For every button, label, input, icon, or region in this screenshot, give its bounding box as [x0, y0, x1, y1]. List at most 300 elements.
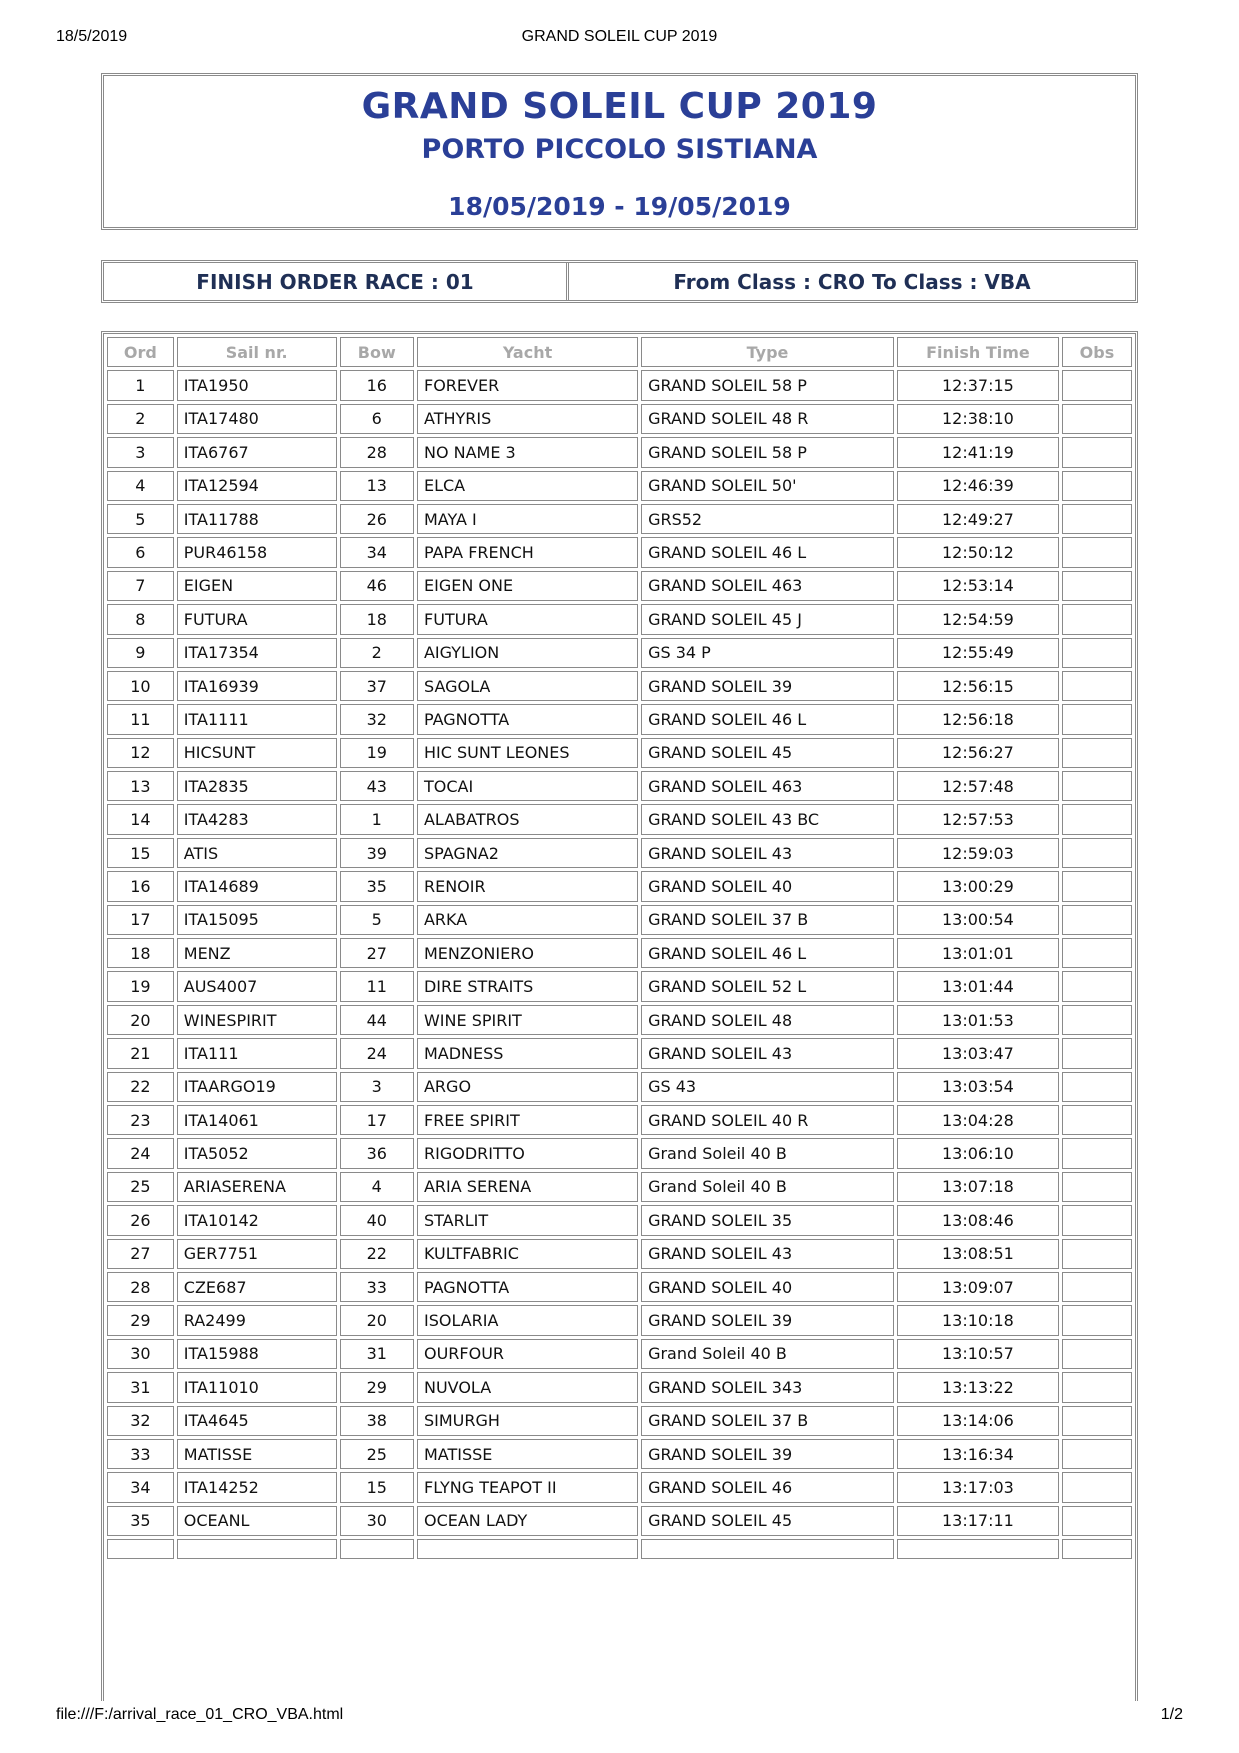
cell-type: GRAND SOLEIL 50': [641, 471, 894, 501]
cell-type: GRAND SOLEIL 40: [641, 871, 894, 901]
cell-bow: 33: [340, 1272, 414, 1302]
cell-type: GRAND SOLEIL 46 L: [641, 704, 894, 734]
cell-ord: 8: [107, 604, 174, 634]
cell-sail-nr: ARIASERENA: [177, 1172, 337, 1202]
cell-ord: 17: [107, 905, 174, 935]
cell-obs: [1062, 370, 1132, 400]
cell-finish-time: 13:13:22: [897, 1372, 1059, 1402]
table-row: [107, 1172, 1132, 1202]
table-row: [107, 571, 1132, 601]
cell-yacht: FOREVER: [417, 370, 638, 400]
cell-ord: 3: [107, 437, 174, 467]
cell-yacht: PAPA FRENCH: [417, 537, 638, 567]
cell-empty: [177, 1539, 337, 1559]
cell-yacht: FLYNG TEAPOT II: [417, 1472, 638, 1502]
table-row: [107, 971, 1132, 1001]
column-header-type: Type: [641, 337, 894, 367]
cell-type: GRAND SOLEIL 45: [641, 1506, 894, 1536]
table-row: [107, 1439, 1132, 1469]
cell-obs: [1062, 1138, 1132, 1168]
cell-empty: [897, 1539, 1059, 1559]
cell-finish-time: 13:09:07: [897, 1272, 1059, 1302]
cell-obs: [1062, 938, 1132, 968]
cell-bow: 20: [340, 1305, 414, 1335]
cell-obs: [1062, 537, 1132, 567]
cell-finish-time: 12:46:39: [897, 471, 1059, 501]
cell-obs: [1062, 604, 1132, 634]
cell-ord: 6: [107, 537, 174, 567]
table-row: [107, 905, 1132, 935]
event-title-box: [101, 73, 1138, 230]
table-row: [107, 604, 1132, 634]
cell-finish-time: 13:07:18: [897, 1172, 1059, 1202]
cell-finish-time: 12:56:18: [897, 704, 1059, 734]
cell-bow: 22: [340, 1239, 414, 1269]
results-table-frame: [101, 331, 1138, 1701]
cell-yacht: SPAGNA2: [417, 838, 638, 868]
table-row-cutoff: [107, 1539, 1132, 1559]
cell-ord: 21: [107, 1038, 174, 1068]
page-number: 1/2: [1160, 1706, 1183, 1723]
cell-ord: 16: [107, 871, 174, 901]
cell-empty: [417, 1539, 638, 1559]
cell-yacht: PAGNOTTA: [417, 704, 638, 734]
cell-yacht: ALABATROS: [417, 804, 638, 834]
cell-obs: [1062, 1406, 1132, 1436]
cell-yacht: MAYA I: [417, 504, 638, 534]
print-footer-path: file:///F:/arrival_race_01_CRO_VBA.html: [56, 1706, 344, 1723]
cell-ord: 1: [107, 370, 174, 400]
cell-finish-time: 13:08:46: [897, 1205, 1059, 1235]
column-header-ord: Ord: [107, 337, 174, 367]
cell-ord: 2: [107, 404, 174, 434]
table-row: [107, 804, 1132, 834]
cell-bow: 44: [340, 1005, 414, 1035]
cell-ord: 18: [107, 938, 174, 968]
cell-obs: [1062, 838, 1132, 868]
cell-obs: [1062, 1072, 1132, 1102]
column-header-yacht: Yacht: [417, 337, 638, 367]
cell-yacht: RIGODRITTO: [417, 1138, 638, 1168]
cell-ord: 29: [107, 1305, 174, 1335]
cell-sail-nr: ITA11788: [177, 504, 337, 534]
cell-ord: 33: [107, 1439, 174, 1469]
race-label: FINISH ORDER RACE : 01: [104, 263, 569, 300]
cell-obs: [1062, 471, 1132, 501]
table-row: [107, 1305, 1132, 1335]
cell-ord: 31: [107, 1372, 174, 1402]
cell-yacht: NO NAME 3: [417, 437, 638, 467]
event-dates: 18/05/2019 - 19/05/2019: [448, 192, 791, 221]
cell-yacht: TOCAI: [417, 771, 638, 801]
cell-obs: [1062, 1005, 1132, 1035]
cell-finish-time: 12:50:12: [897, 537, 1059, 567]
cell-sail-nr: ITA14061: [177, 1105, 337, 1135]
cell-sail-nr: ITA6767: [177, 437, 337, 467]
cell-type: GRAND SOLEIL 43: [641, 838, 894, 868]
cell-bow: 19: [340, 738, 414, 768]
cell-ord: 32: [107, 1406, 174, 1436]
cell-ord: 5: [107, 504, 174, 534]
cell-ord: 22: [107, 1072, 174, 1102]
cell-type: Grand Soleil 40 B: [641, 1172, 894, 1202]
table-row: [107, 1506, 1132, 1536]
cell-ord: 10: [107, 671, 174, 701]
cell-bow: 38: [340, 1406, 414, 1436]
cell-obs: [1062, 1472, 1132, 1502]
cell-sail-nr: ITA11010: [177, 1372, 337, 1402]
cell-type: GRAND SOLEIL 39: [641, 1439, 894, 1469]
cell-yacht: ARIA SERENA: [417, 1172, 638, 1202]
cell-empty: [107, 1539, 174, 1559]
cell-finish-time: 13:17:03: [897, 1472, 1059, 1502]
table-row: [107, 1372, 1132, 1402]
cell-obs: [1062, 1239, 1132, 1269]
table-row: [107, 370, 1132, 400]
cell-finish-time: 13:01:01: [897, 938, 1059, 968]
cell-type: GRAND SOLEIL 463: [641, 771, 894, 801]
cell-ord: 28: [107, 1272, 174, 1302]
cell-type: GS 43: [641, 1072, 894, 1102]
cell-empty: [340, 1539, 414, 1559]
cell-obs: [1062, 404, 1132, 434]
cell-obs: [1062, 971, 1132, 1001]
table-row: [107, 504, 1132, 534]
cell-ord: 26: [107, 1205, 174, 1235]
cell-bow: 35: [340, 871, 414, 901]
cell-obs: [1062, 1105, 1132, 1135]
cell-finish-time: 12:57:53: [897, 804, 1059, 834]
event-venue: PORTO PICCOLO SISTIANA: [421, 134, 818, 165]
cell-obs: [1062, 905, 1132, 935]
cell-yacht: MATISSE: [417, 1439, 638, 1469]
cell-bow: 43: [340, 771, 414, 801]
cell-finish-time: 13:10:57: [897, 1339, 1059, 1369]
cell-type: GRS52: [641, 504, 894, 534]
cell-type: GRAND SOLEIL 46 L: [641, 537, 894, 567]
table-row: [107, 1138, 1132, 1168]
cell-type: GS 34 P: [641, 638, 894, 668]
cell-obs: [1062, 1305, 1132, 1335]
cell-bow: 15: [340, 1472, 414, 1502]
cell-finish-time: 12:54:59: [897, 604, 1059, 634]
results-table: [104, 334, 1135, 1562]
cell-sail-nr: ITA15095: [177, 905, 337, 935]
cell-yacht: ARKA: [417, 905, 638, 935]
cell-ord: 24: [107, 1138, 174, 1168]
cell-obs: [1062, 1372, 1132, 1402]
cell-empty: [1062, 1539, 1132, 1559]
cell-bow: 30: [340, 1506, 414, 1536]
cell-type: GRAND SOLEIL 52 L: [641, 971, 894, 1001]
cell-sail-nr: WINESPIRIT: [177, 1005, 337, 1035]
cell-sail-nr: MENZ: [177, 938, 337, 968]
cell-obs: [1062, 437, 1132, 467]
cell-finish-time: 12:37:15: [897, 370, 1059, 400]
cell-sail-nr: RA2499: [177, 1305, 337, 1335]
table-row: [107, 1038, 1132, 1068]
cell-type: GRAND SOLEIL 40 R: [641, 1105, 894, 1135]
cell-sail-nr: AUS4007: [177, 971, 337, 1001]
cell-obs: [1062, 871, 1132, 901]
cell-type: GRAND SOLEIL 48: [641, 1005, 894, 1035]
cell-type: GRAND SOLEIL 37 B: [641, 1406, 894, 1436]
results-body: [107, 370, 1132, 1559]
cell-sail-nr: ITA1950: [177, 370, 337, 400]
cell-finish-time: 12:57:48: [897, 771, 1059, 801]
column-header-sail: Sail nr.: [177, 337, 337, 367]
table-row: [107, 771, 1132, 801]
cell-finish-time: 12:53:14: [897, 571, 1059, 601]
cell-ord: 4: [107, 471, 174, 501]
cell-sail-nr: PUR46158: [177, 537, 337, 567]
cell-type: GRAND SOLEIL 43: [641, 1038, 894, 1068]
cell-ord: 19: [107, 971, 174, 1001]
cell-ord: 15: [107, 838, 174, 868]
table-row: [107, 1406, 1132, 1436]
cell-bow: 11: [340, 971, 414, 1001]
cell-sail-nr: ITA111: [177, 1038, 337, 1068]
cell-type: GRAND SOLEIL 39: [641, 1305, 894, 1335]
cell-bow: 24: [340, 1038, 414, 1068]
cell-sail-nr: ITA15988: [177, 1339, 337, 1369]
cell-obs: [1062, 771, 1132, 801]
table-header-row: [107, 337, 1132, 367]
cell-ord: 23: [107, 1105, 174, 1135]
cell-ord: 7: [107, 571, 174, 601]
cell-ord: 35: [107, 1506, 174, 1536]
cell-sail-nr: ITA17354: [177, 638, 337, 668]
cell-yacht: ATHYRIS: [417, 404, 638, 434]
cell-yacht: DIRE STRAITS: [417, 971, 638, 1001]
cell-yacht: ARGO: [417, 1072, 638, 1102]
cell-obs: [1062, 1439, 1132, 1469]
cell-yacht: EIGEN ONE: [417, 571, 638, 601]
cell-type: GRAND SOLEIL 40: [641, 1272, 894, 1302]
cell-sail-nr: EIGEN: [177, 571, 337, 601]
cell-type: Grand Soleil 40 B: [641, 1138, 894, 1168]
cell-sail-nr: ITA1111: [177, 704, 337, 734]
cell-finish-time: 12:41:19: [897, 437, 1059, 467]
cell-obs: [1062, 804, 1132, 834]
cell-bow: 2: [340, 638, 414, 668]
table-row: [107, 537, 1132, 567]
cell-yacht: RENOIR: [417, 871, 638, 901]
table-row: [107, 1205, 1132, 1235]
table-row: [107, 404, 1132, 434]
table-row: [107, 1339, 1132, 1369]
cell-finish-time: 12:38:10: [897, 404, 1059, 434]
table-row: [107, 704, 1132, 734]
table-row: [107, 1472, 1132, 1502]
cell-yacht: STARLIT: [417, 1205, 638, 1235]
cell-bow: 4: [340, 1172, 414, 1202]
event-title: GRAND SOLEIL CUP 2019: [361, 86, 878, 127]
table-row: [107, 671, 1132, 701]
cell-ord: 30: [107, 1339, 174, 1369]
cell-obs: [1062, 1272, 1132, 1302]
table-row: [107, 871, 1132, 901]
cell-yacht: ISOLARIA: [417, 1305, 638, 1335]
cell-bow: 13: [340, 471, 414, 501]
cell-bow: 27: [340, 938, 414, 968]
cell-ord: 34: [107, 1472, 174, 1502]
cell-sail-nr: GER7751: [177, 1239, 337, 1269]
cell-sail-nr: ITA10142: [177, 1205, 337, 1235]
cell-bow: 32: [340, 704, 414, 734]
cell-obs: [1062, 1339, 1132, 1369]
cell-obs: [1062, 638, 1132, 668]
cell-bow: 16: [340, 370, 414, 400]
cell-ord: 14: [107, 804, 174, 834]
cell-bow: 37: [340, 671, 414, 701]
table-row: [107, 1105, 1132, 1135]
cell-bow: 46: [340, 571, 414, 601]
table-row: [107, 638, 1132, 668]
cell-type: GRAND SOLEIL 46 L: [641, 938, 894, 968]
cell-yacht: HIC SUNT LEONES: [417, 738, 638, 768]
cell-yacht: WINE SPIRIT: [417, 1005, 638, 1035]
cell-type: GRAND SOLEIL 48 R: [641, 404, 894, 434]
cell-finish-time: 13:10:18: [897, 1305, 1059, 1335]
cell-type: GRAND SOLEIL 343: [641, 1372, 894, 1402]
cell-sail-nr: ITA2835: [177, 771, 337, 801]
cell-finish-time: 12:59:03: [897, 838, 1059, 868]
cell-bow: 1: [340, 804, 414, 834]
cell-obs: [1062, 504, 1132, 534]
cell-sail-nr: ITA5052: [177, 1138, 337, 1168]
cell-yacht: SIMURGH: [417, 1406, 638, 1436]
cell-finish-time: 12:49:27: [897, 504, 1059, 534]
cell-ord: 25: [107, 1172, 174, 1202]
cell-bow: 6: [340, 404, 414, 434]
cell-finish-time: 13:14:06: [897, 1406, 1059, 1436]
cell-ord: 9: [107, 638, 174, 668]
cell-yacht: KULTFABRIC: [417, 1239, 638, 1269]
cell-finish-time: 13:08:51: [897, 1239, 1059, 1269]
cell-type: GRAND SOLEIL 35: [641, 1205, 894, 1235]
cell-finish-time: 13:00:54: [897, 905, 1059, 935]
cell-bow: 40: [340, 1205, 414, 1235]
cell-ord: 12: [107, 738, 174, 768]
table-row: [107, 471, 1132, 501]
print-date: 18/5/2019: [56, 28, 128, 45]
cell-finish-time: 13:17:11: [897, 1506, 1059, 1536]
cell-yacht: NUVOLA: [417, 1372, 638, 1402]
cell-bow: 26: [340, 504, 414, 534]
cell-sail-nr: CZE687: [177, 1272, 337, 1302]
cell-yacht: OCEAN LADY: [417, 1506, 638, 1536]
cell-type: GRAND SOLEIL 58 P: [641, 370, 894, 400]
cell-bow: 34: [340, 537, 414, 567]
cell-ord: 27: [107, 1239, 174, 1269]
cell-bow: 5: [340, 905, 414, 935]
cell-type: GRAND SOLEIL 43 BC: [641, 804, 894, 834]
cell-obs: [1062, 738, 1132, 768]
cell-ord: 20: [107, 1005, 174, 1035]
cell-sail-nr: ITA16939: [177, 671, 337, 701]
cell-bow: 29: [340, 1372, 414, 1402]
cell-finish-time: 13:01:44: [897, 971, 1059, 1001]
cell-finish-time: 13:16:34: [897, 1439, 1059, 1469]
cell-obs: [1062, 671, 1132, 701]
table-row: [107, 1072, 1132, 1102]
print-header-title: GRAND SOLEIL CUP 2019: [521, 28, 718, 45]
cell-finish-time: 13:04:28: [897, 1105, 1059, 1135]
cell-type: GRAND SOLEIL 45: [641, 738, 894, 768]
cell-obs: [1062, 571, 1132, 601]
cell-finish-time: 13:06:10: [897, 1138, 1059, 1168]
cell-obs: [1062, 1172, 1132, 1202]
table-row: [107, 738, 1132, 768]
cell-type: GRAND SOLEIL 43: [641, 1239, 894, 1269]
cell-type: GRAND SOLEIL 45 J: [641, 604, 894, 634]
cell-bow: 17: [340, 1105, 414, 1135]
cell-sail-nr: ITA4283: [177, 804, 337, 834]
cell-obs: [1062, 704, 1132, 734]
cell-finish-time: 12:55:49: [897, 638, 1059, 668]
cell-sail-nr: ITAARGO19: [177, 1072, 337, 1102]
cell-type: GRAND SOLEIL 37 B: [641, 905, 894, 935]
cell-sail-nr: ITA4645: [177, 1406, 337, 1436]
cell-empty: [641, 1539, 894, 1559]
cell-sail-nr: MATISSE: [177, 1439, 337, 1469]
race-classes: From Class : CRO To Class : VBA: [673, 269, 1031, 294]
cell-bow: 31: [340, 1339, 414, 1369]
cell-bow: 28: [340, 437, 414, 467]
table-row: [107, 1272, 1132, 1302]
cell-finish-time: 13:00:29: [897, 871, 1059, 901]
cell-yacht: AIGYLION: [417, 638, 638, 668]
cell-finish-time: 13:03:47: [897, 1038, 1059, 1068]
cell-obs: [1062, 1506, 1132, 1536]
cell-yacht: PAGNOTTA: [417, 1272, 638, 1302]
cell-finish-time: 12:56:15: [897, 671, 1059, 701]
cell-sail-nr: ITA12594: [177, 471, 337, 501]
cell-sail-nr: FUTURA: [177, 604, 337, 634]
cell-bow: 18: [340, 604, 414, 634]
cell-bow: 36: [340, 1138, 414, 1168]
cell-ord: 11: [107, 704, 174, 734]
cell-type: GRAND SOLEIL 58 P: [641, 437, 894, 467]
cell-sail-nr: HICSUNT: [177, 738, 337, 768]
cell-bow: 25: [340, 1439, 414, 1469]
cell-type: GRAND SOLEIL 39: [641, 671, 894, 701]
cell-finish-time: 13:03:54: [897, 1072, 1059, 1102]
cell-ord: 13: [107, 771, 174, 801]
cell-obs: [1062, 1205, 1132, 1235]
cell-yacht: SAGOLA: [417, 671, 638, 701]
cell-bow: 3: [340, 1072, 414, 1102]
cell-sail-nr: ITA14689: [177, 871, 337, 901]
race-info-bar: [101, 260, 1138, 303]
cell-yacht: ELCA: [417, 471, 638, 501]
cell-yacht: MENZONIERO: [417, 938, 638, 968]
table-row: [107, 1239, 1132, 1269]
cell-sail-nr: ATIS: [177, 838, 337, 868]
column-header-obs: Obs: [1062, 337, 1132, 367]
cell-type: GRAND SOLEIL 463: [641, 571, 894, 601]
cell-yacht: OURFOUR: [417, 1339, 638, 1369]
cell-type: Grand Soleil 40 B: [641, 1339, 894, 1369]
cell-obs: [1062, 1038, 1132, 1068]
cell-type: GRAND SOLEIL 46: [641, 1472, 894, 1502]
cell-yacht: FUTURA: [417, 604, 638, 634]
cell-yacht: MADNESS: [417, 1038, 638, 1068]
column-header-finish-time: Finish Time: [897, 337, 1059, 367]
cell-yacht: FREE SPIRIT: [417, 1105, 638, 1135]
cell-finish-time: 12:56:27: [897, 738, 1059, 768]
